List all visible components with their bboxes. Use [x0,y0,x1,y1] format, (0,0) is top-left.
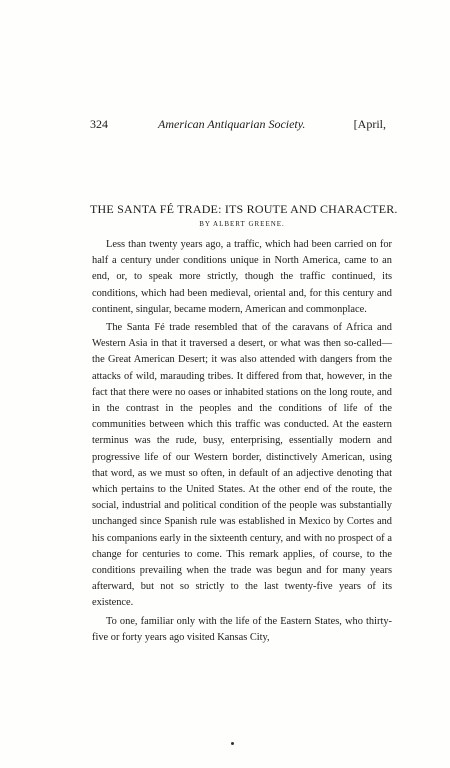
paragraph: Less than twenty years ago, a traffic, which had been carried on for half a century under conditions unique in North America, came to an end, or, to speak more strictly, though the traffic continued, its conditions, which had been medieval, oriental and, for this century and continent, singular, became modern, American and commonplace. [92,239,392,315]
running-head [90,117,386,133]
article-body [92,237,392,648]
page-mark [231,742,234,745]
article-byline: BY ALBERT GREENE. [199,220,285,228]
issue-month: [April, [353,117,386,131]
journal-title: American Antiquarian Society. [158,117,306,131]
article-title: THE SANTA FÉ TRADE: ITS ROUTE AND CHARACTER. [90,202,398,216]
paragraph: To one, familiar only with the life of the Eastern States, who thirty-five or forty years ago visited Kansas City, [92,615,392,643]
page-number: 324 [90,117,108,131]
paragraph: The Santa Fé trade resembled that of the caravans of Africa and Western Asia in that it traversed a desert, or what was then so-called—the Great American Desert; it was also attended with dangers from the attacks of wild, marauding tribes. It differed from that, however, in the fact that there were no oases or inhabited stations on the long route, and in the contrast in the peoples and the conditions of life of the communities between which this traffic was conducted. At the eastern terminus was the rude, busy, enterprising, essentially modern and progressive life of our Western border, distinctively American, using that word, as we must so often, in default of an adjective denoting that which pertains to the United States. At the other end of the route, the social, industrial and political condition of the people was substantially unchanged since Spanish rule was established in Mexico by Cortes and his companions early in the sixteenth century, and with no prospect of a change for centuries to come. This remark applies, of course, to the conditions prevailing when the trade was begun and for many years afterward, but not so strictly to the last twenty-five years of its existence. [92,322,392,609]
